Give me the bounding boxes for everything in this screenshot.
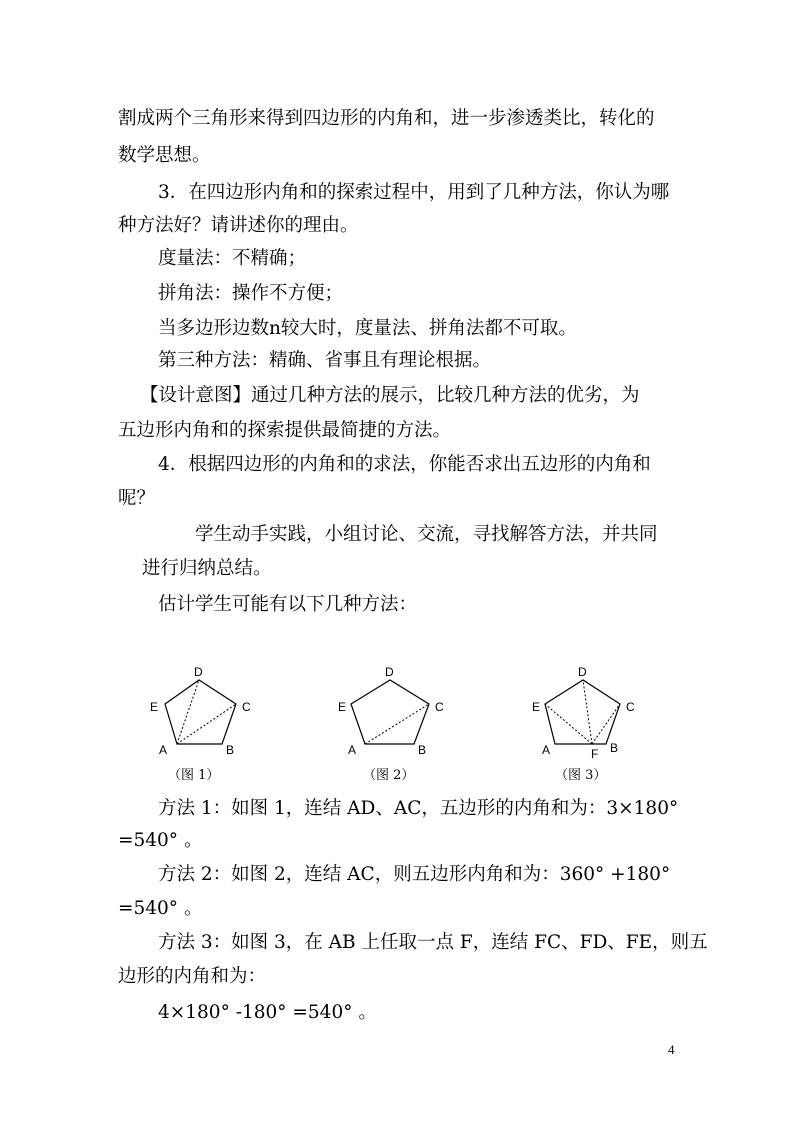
pentagon-diagram-3 (524, 658, 654, 758)
text-line: 数学思想。 (118, 145, 211, 166)
method-2-line: 方法 2：如图 2，连结 AC，则五边形内角和为：360° +180° (158, 864, 671, 885)
vertex-label-d: D (194, 665, 203, 679)
text-line: 4．根据四边形的内角和的求法，你能否求出五边形的内角和 (158, 454, 651, 475)
vertex-label-b: B (226, 743, 235, 757)
vertex-label-a: A (542, 743, 551, 757)
vertex-label-e: E (532, 700, 541, 714)
vertex-label-a: A (348, 743, 357, 757)
vertex-label-c: C (242, 700, 251, 714)
text-line: 估计学生可能有以下几种方法： (158, 594, 418, 615)
text-line: 割成两个三角形来得到四边形的内角和，进一步渗透类比，转化的 (118, 108, 655, 129)
text-line: 3．在四边形内角和的探索过程中，用到了几种方法，你认为哪 (158, 182, 670, 203)
vertex-label-a: A (159, 743, 168, 757)
text-line: =540° 。 (118, 830, 203, 851)
text-line: 度量法：不精确； (158, 248, 307, 269)
vertex-label-e: E (338, 700, 347, 714)
text-line: 进行归纳总结。 (142, 558, 272, 579)
pentagon-diagram-2 (334, 658, 464, 758)
vertex-label-f: F (591, 747, 599, 758)
figure-1 (140, 658, 270, 758)
text-line: 种方法好？请讲述你的理由。 (118, 215, 359, 236)
text-line: 第三种方法：精确、省事且有理论根据。 (158, 350, 492, 371)
vertex-label-b: B (610, 741, 619, 755)
pentagon-diagram-1 (140, 658, 270, 758)
text-line: 呢？ (118, 488, 156, 509)
method-3-line: 方法 3：如图 3，在 AB 上任取一点 F，连结 FC、FD、FE，则五 (158, 932, 708, 953)
design-intent-line: 【设计意图】通过几种方法的展示，比较几种方法的优劣，为 (140, 385, 640, 406)
formula-line: 4×180° -180° =540° 。 (158, 1002, 377, 1023)
vertex-label-c: C (626, 700, 635, 714)
vertex-label-d: D (578, 665, 587, 679)
method-1-line: 方法 1：如图 1，连结 AD、AC，五边形的内角和为：3×180° (158, 798, 679, 819)
figure-caption: （图 1） (168, 768, 220, 783)
vertex-label-d: D (385, 665, 394, 679)
figure-3 (524, 658, 654, 758)
figure-caption: （图 2） (363, 768, 415, 783)
text-line: 五边形内角和的探索提供最简捷的方法。 (118, 420, 452, 441)
vertex-label-b: B (418, 743, 427, 757)
page-number: 4 (668, 1042, 675, 1057)
text-line: 学生动手实践，小组讨论、交流，寻找解答方法，并共同 (195, 524, 658, 545)
figure-2 (334, 658, 464, 758)
vertex-label-e: E (150, 700, 159, 714)
text-line: 当多边形边数n较大时，度量法、拼角法都不可取。 (158, 318, 577, 339)
text-line: 边形的内角和为： (118, 966, 267, 987)
vertex-label-c: C (435, 700, 444, 714)
figure-caption: （图 3） (555, 768, 607, 783)
text-line: =540° 。 (118, 898, 203, 919)
text-line: 拼角法：操作不方便； (158, 283, 344, 304)
